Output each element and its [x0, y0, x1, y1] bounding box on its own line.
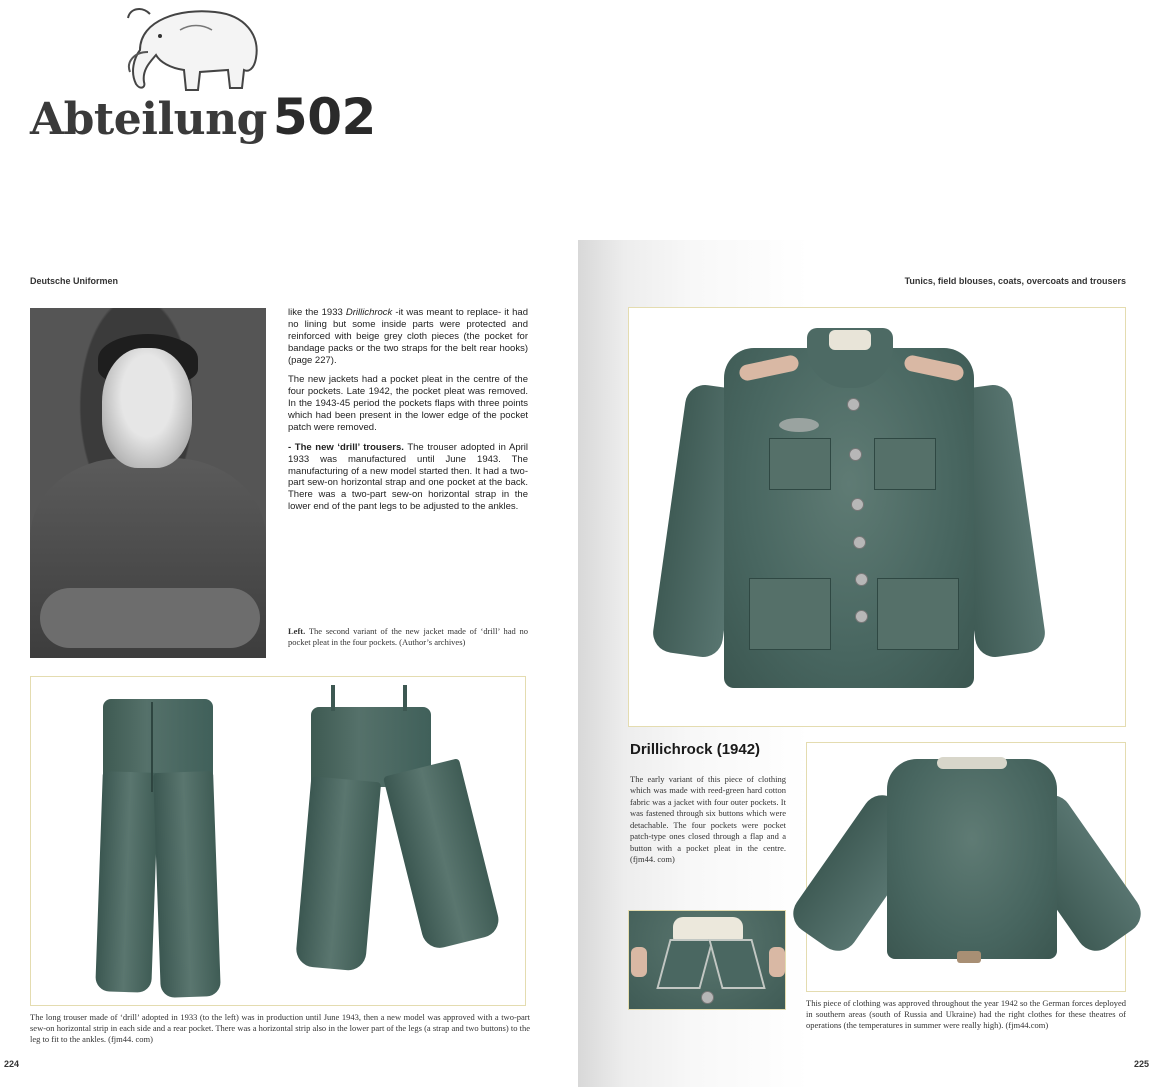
body-paragraph-1: like the 1933 Drillichrock -it was meant to replace- it had no lining but some inside parts were protected and reinforced with beige grey cloth pieces (the pocket for bandage packs or the two straps for the belt rear hooks) (page 227).: [288, 307, 528, 366]
left-running-head: Deutsche Uniformen: [30, 276, 119, 286]
left-page-number: 224: [4, 1059, 20, 1069]
mammoth-icon: [120, 0, 270, 95]
trousers-photo: [30, 676, 526, 1006]
body-paragraph-2: The new jackets had a pocket pleat in the centre of the four pockets. Late 1942, the pocket pleat was removed. In the 1943-45 period the pockets flaps with three points which had been present in the lower edge of the pocket patch were removed.: [288, 374, 528, 433]
trousers-caption: The long trouser made of ‘drill’ adopted in 1933 (to the left) was in production until June 1943, then a new model was approved with a two-part sew-on horizontal strip in each side and a rear pocket. There was a horizontal strip also in the lower part of the legs (a strap and two buttons) to the leg to fit to the ankles. (fjm44. com): [30, 1012, 530, 1045]
right-running-head: Tunics, field blouses, coats, overcoats and trousers: [904, 276, 1126, 286]
logo-wordmark: Abteilung 502: [30, 88, 376, 146]
soldier-portrait-photo: [30, 308, 266, 658]
left-body-text: [288, 307, 528, 521]
jacket-back-photo: [806, 742, 1126, 992]
publisher-logo: [20, 0, 380, 160]
right-page-number: 225: [1134, 1059, 1150, 1069]
section-text: The early variant of this piece of clothing which was made with reed-green hard cotton fabric was a jacket with four outer pockets. It was fastened through six buttons which were detachable. The four pockets were pocket patch-type ones closed through a flap and a button with a pocket pleat in the centre. (fjm44. com): [630, 774, 786, 865]
jacket-front-photo: [628, 307, 1126, 727]
collar-detail-photo: [628, 910, 786, 1010]
section-title: Drillichrock (1942): [630, 741, 761, 758]
body-paragraph-3: - The new ‘drill’ trousers. The trouser adopted in April 1933 was manufactured until June 1943. The manufacturing of a new model started then. It had a two-part sew-on horizontal strap and one pocket at the back. There was a two-part sew-on horizontal strap in the lower end of the pant legs to be adjusted to the ankles.: [288, 441, 528, 513]
portrait-caption: Left. The second variant of the new jacket made of ‘drill’ had no pocket pleat in the four pockets. (Author’s archives): [288, 626, 528, 648]
back-caption: This piece of clothing was approved throughout the year 1942 so the German forces deployed in southern areas (south of Russia and Ukraine) had the right clothes for these theatres of operations (the temperatures in summer were really high). (fjm44.com): [806, 998, 1126, 1031]
